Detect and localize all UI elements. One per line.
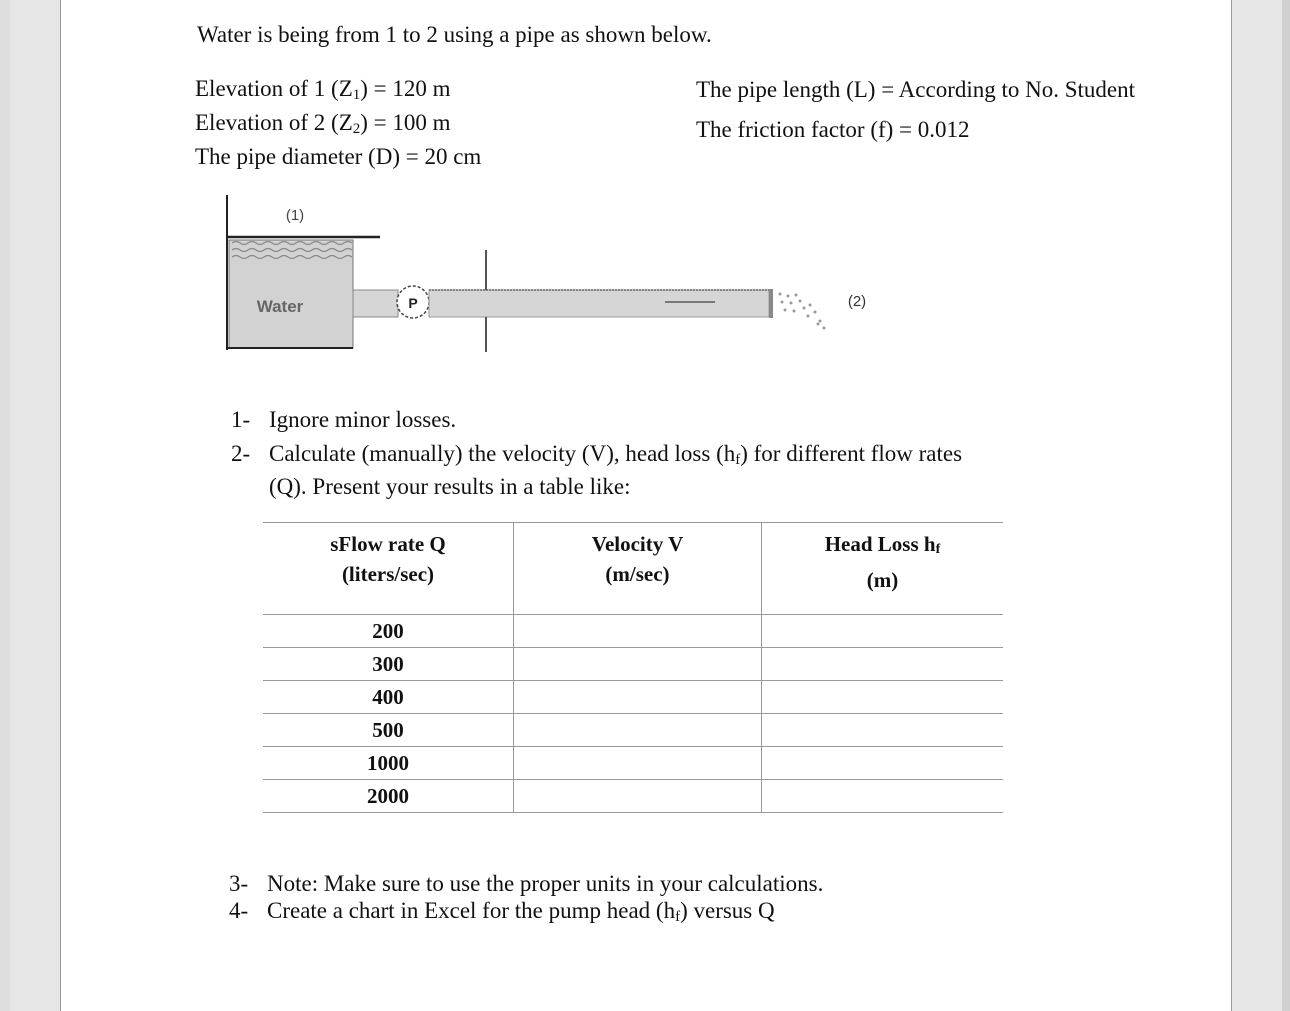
pump-label: P [408,295,418,311]
results-table [263,522,1003,813]
table-row: 200 [263,615,1003,648]
header-velocity: Velocity V (m/sec) [514,523,762,615]
page-shadow-left [0,0,10,1011]
outlet-spray [769,289,826,330]
table-row: 500 [263,714,1003,747]
friction-factor: The friction factor (f) = 0.012 [696,117,970,142]
point-1-label: (1) [285,207,305,224]
pipe-system-diagram [220,190,900,360]
table-row: 1000 [263,747,1003,780]
header-head-loss: Head Loss hf (m) [762,523,1004,615]
header-flow-rate: sFlow rate Q (liters/sec) [263,523,514,615]
main-pipe [429,290,769,317]
inlet-pipe [353,290,398,317]
intro-text: Water is being from 1 to 2 using a pipe as shown below. [197,22,712,47]
table-row: 300 [263,648,1003,681]
pipe-length: The pipe length (L) = According to No. Student [696,77,1136,102]
table-row: 2000 [263,780,1003,813]
point-2-label: (2) [847,293,867,310]
elevation-2: Elevation of 2 $(Z_2) = 100$ m [195,110,451,137]
table-header-row [263,523,1003,615]
page-shadow-right [1282,0,1290,1011]
pipe-diameter: The pipe diameter (D) = 20 cm [195,144,482,169]
water-label: Water [256,297,304,316]
table-row: 400 [263,681,1003,714]
elevation-1: Elevation of 1 $(Z_1) = 120$ m [195,76,451,103]
